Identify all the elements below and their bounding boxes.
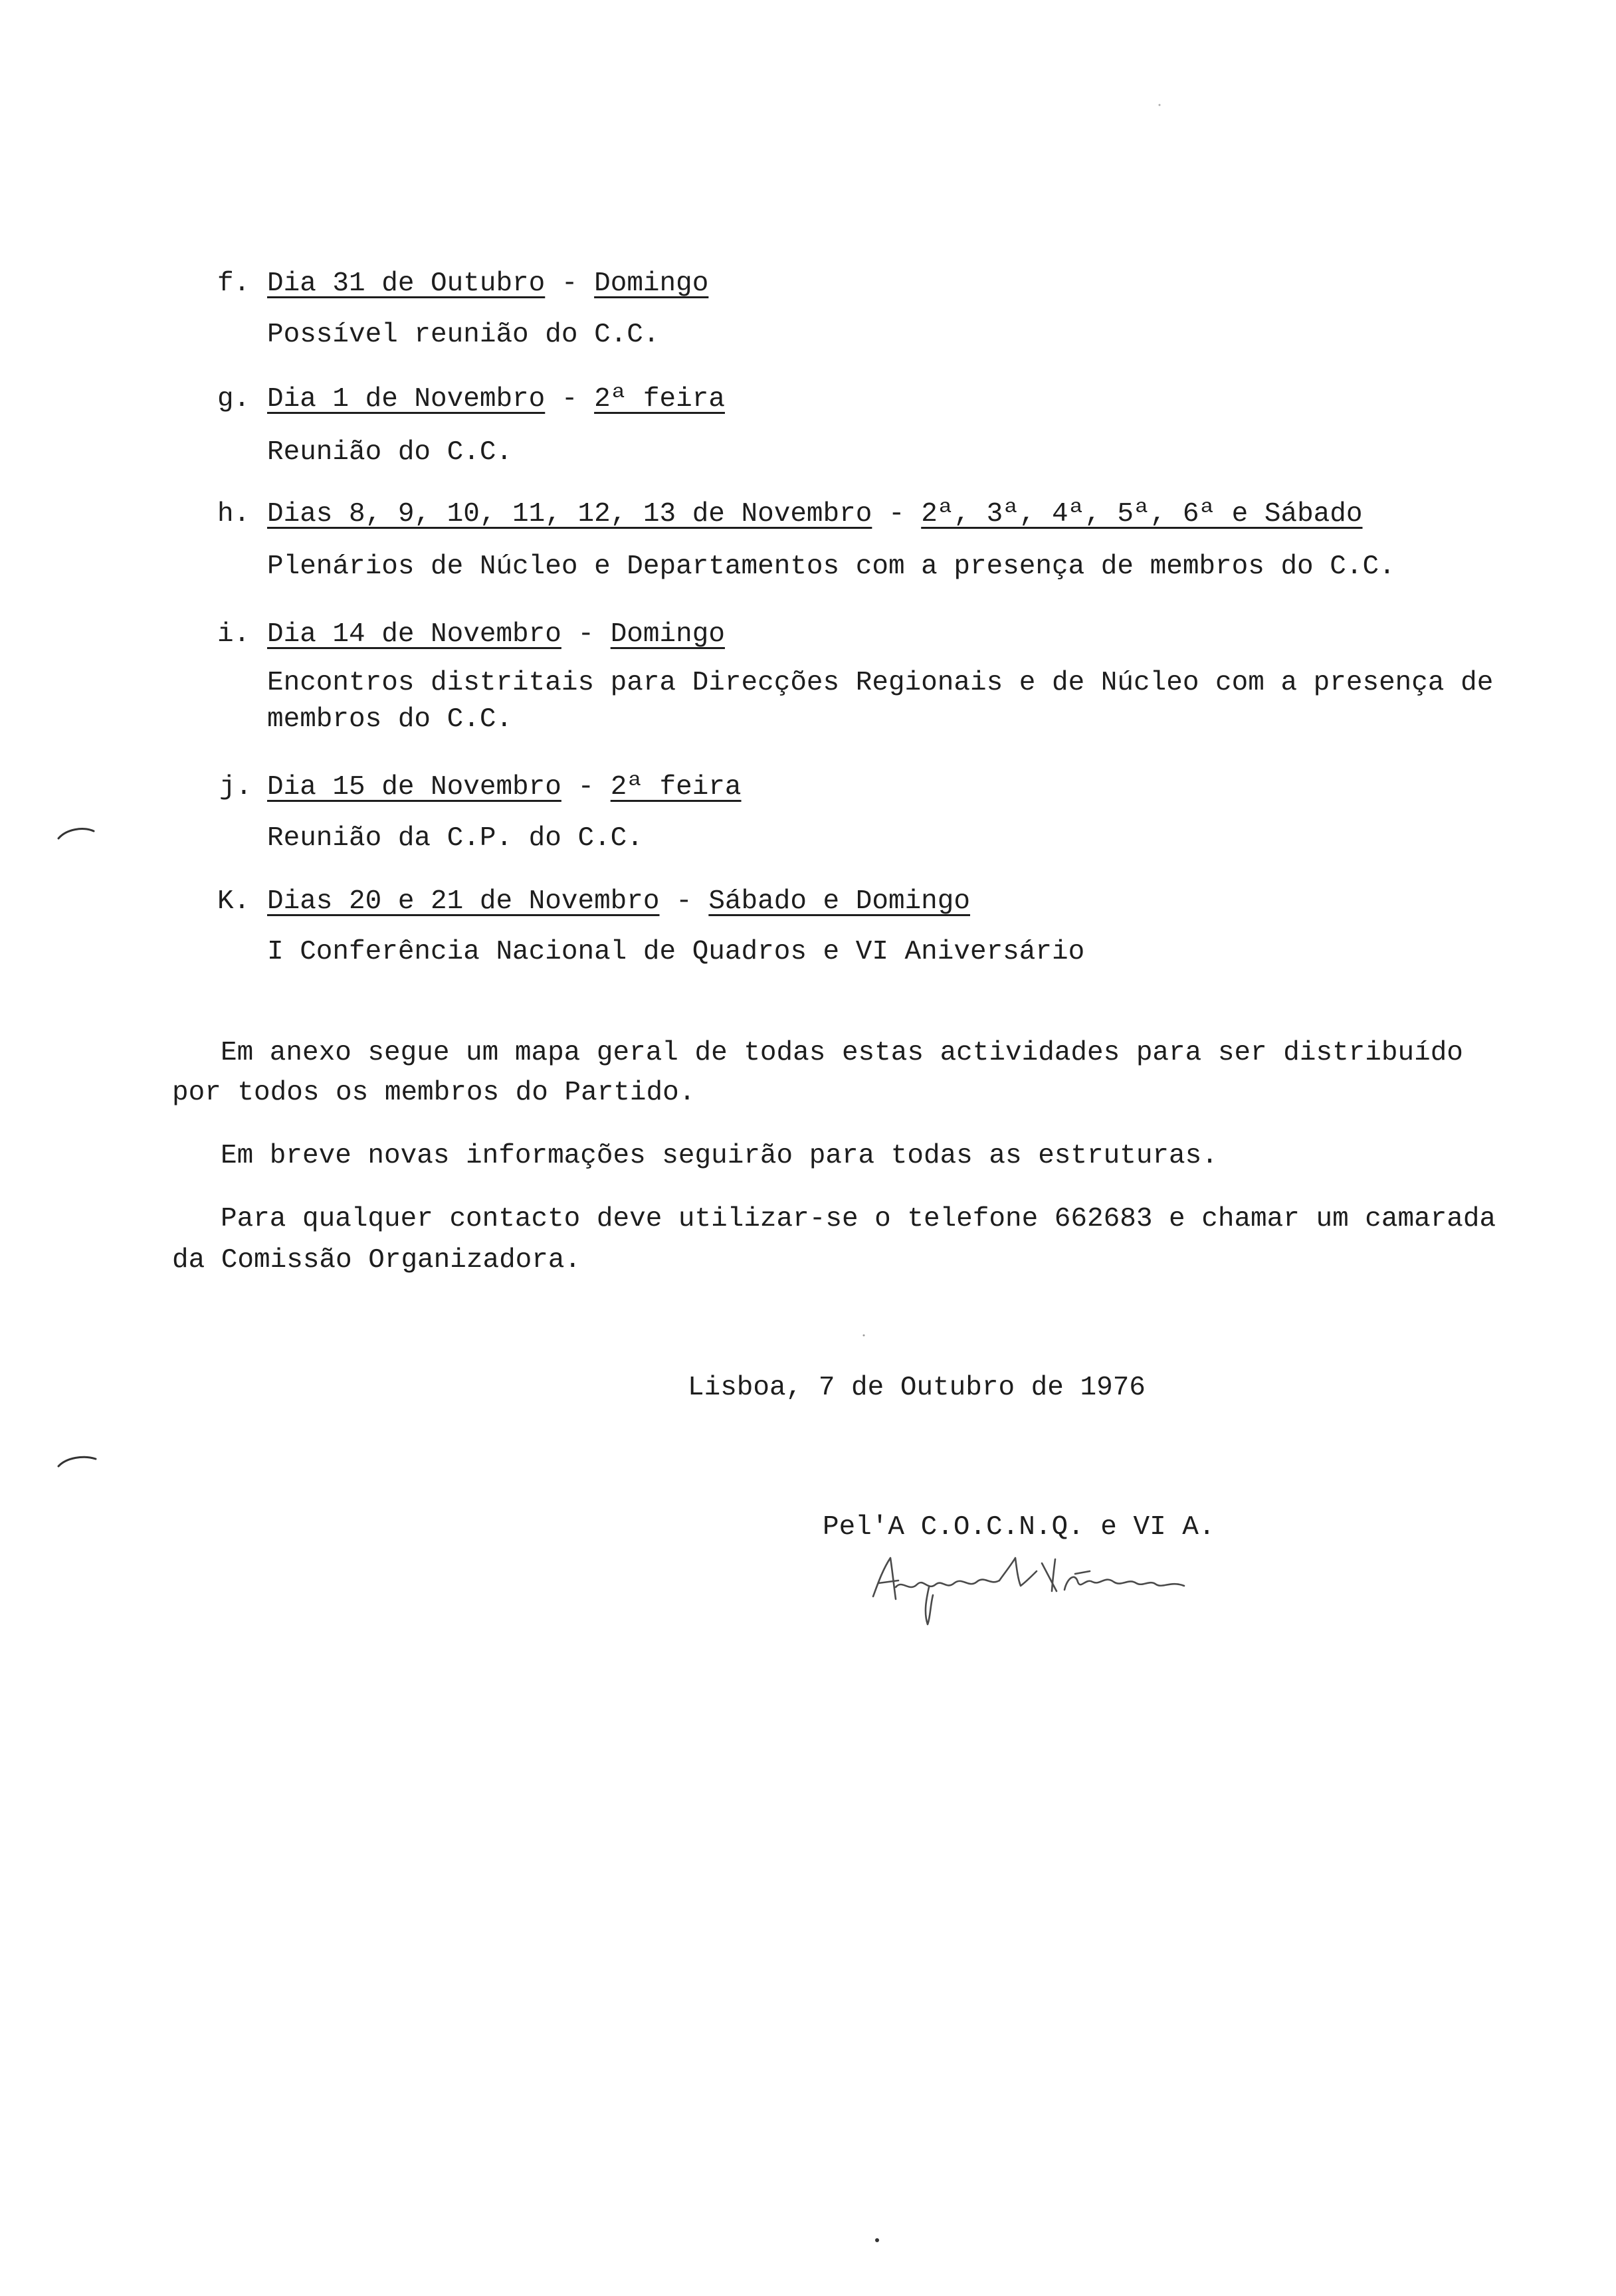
heading-day: Sábado e Domingo	[708, 886, 970, 917]
paragraph-line: Em anexo segue um mapa geral de todas estas actividades para ser distribuído	[221, 1038, 1463, 1068]
paragraph-line: Em breve novas informações seguirão para todas as estruturas.	[221, 1141, 1218, 1171]
item-heading	[267, 268, 708, 300]
paragraph-line: por todos os membros do Partido.	[172, 1078, 696, 1108]
punch-hole-mark	[58, 829, 94, 838]
ink-speck	[875, 2238, 879, 2242]
item-marker: g.	[217, 384, 251, 415]
heading-dash: -	[561, 384, 578, 415]
item-description: Reunião da C.P. do C.C.	[267, 823, 643, 854]
paragraph-line: da Comissão Organizadora.	[172, 1245, 581, 1276]
item-description: membros do C.C.	[267, 704, 513, 735]
item-description: Plenários de Núcleo e Departamentos com a presença de membros do C.C.	[267, 551, 1395, 582]
heading-date: Dias 8, 9, 10, 11, 12, 13 de Novembro	[267, 499, 872, 529]
item-heading	[267, 886, 970, 917]
heading-date: Dias 20 e 21 de Novembro	[267, 886, 660, 917]
item-marker: K.	[217, 886, 251, 917]
heading-dash: -	[888, 499, 905, 529]
paragraph-line: Para qualquer contacto deve utilizar-se o telefone 662683 e chamar um camarada	[221, 1204, 1496, 1234]
heading-day: Domingo	[594, 268, 709, 299]
heading-dash: -	[561, 268, 578, 299]
handwritten-signature	[864, 1545, 1209, 1631]
heading-date: Dia 14 de Novembro	[267, 619, 561, 650]
item-heading	[267, 619, 725, 650]
heading-day: 2ª feira	[594, 384, 725, 415]
item-marker: i.	[217, 619, 251, 650]
item-heading	[267, 498, 1363, 530]
signatory-line: Pel'A C.O.C.N.Q. e VI A.	[823, 1512, 1215, 1543]
item-heading	[267, 383, 725, 415]
item-description: Reunião do C.C.	[267, 437, 513, 468]
item-marker: j.	[219, 772, 252, 803]
heading-dash: -	[577, 772, 595, 803]
heading-dash: -	[577, 619, 595, 650]
item-heading	[267, 771, 742, 803]
item-description: Encontros distritais para Direcções Regionais e de Núcleo com a presença de	[267, 668, 1494, 698]
item-marker: h.	[217, 499, 251, 529]
item-description: I Conferência Nacional de Quadros e VI Aniversário	[267, 937, 1085, 967]
heading-date: Dia 1 de Novembro	[267, 384, 546, 415]
place-date: Lisboa, 7 de Outubro de 1976	[688, 1373, 1146, 1403]
heading-dash: -	[676, 886, 692, 917]
heading-day: 2ª feira	[610, 772, 742, 803]
ink-speck	[863, 1335, 865, 1337]
item-description: Possível reunião do C.C.	[267, 320, 660, 350]
heading-day: 2ª, 3ª, 4ª, 5ª, 6ª e Sábado	[921, 499, 1363, 529]
ink-speck	[1159, 104, 1161, 106]
heading-date: Dia 31 de Outubro	[267, 268, 546, 299]
item-marker: f.	[217, 268, 251, 299]
heading-day: Domingo	[610, 619, 725, 650]
punch-hole-mark	[58, 1457, 96, 1466]
heading-date: Dia 15 de Novembro	[267, 772, 561, 803]
